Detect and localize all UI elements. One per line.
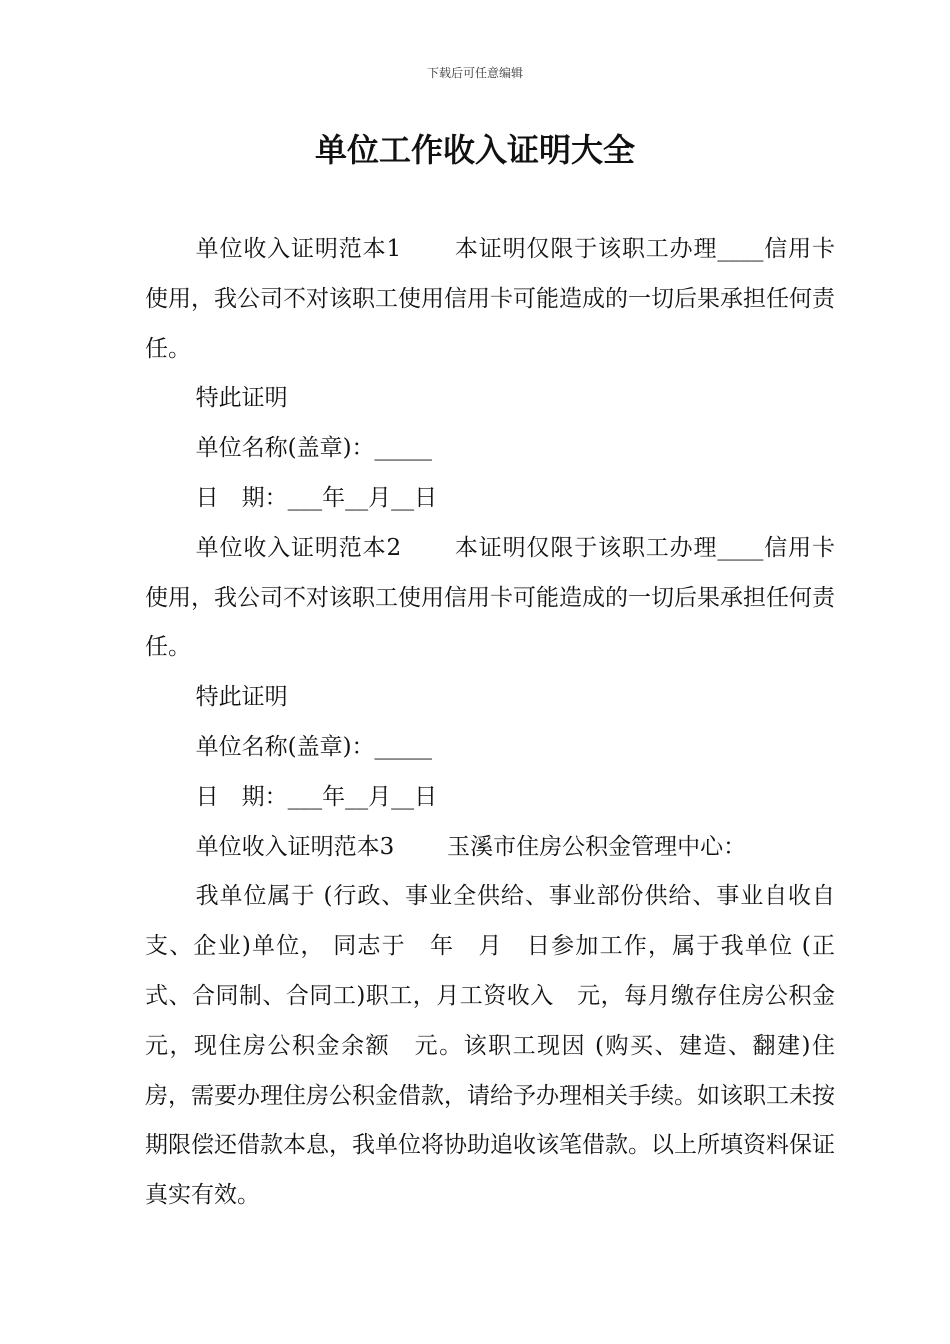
sample-1-heading: 单位收入证明范本1 xyxy=(195,236,402,262)
paragraph-certify-1: 特此证明 xyxy=(195,385,288,412)
sample-2-text: 本证明仅限于该职工办理____信用卡使用，我公司不对该职工使用信用卡可能造成的一切后果承担任何责任。 xyxy=(145,534,835,661)
paragraph-sample-2 xyxy=(145,524,835,673)
paragraph-unit-name-1: 单位名称(盖章)：_____ xyxy=(195,435,433,462)
paragraph-sample-3-body: 我单位属于 (行政、事业全供给、事业部份供给、事业自收自支、企业)单位， 同志于 年 月 日参加工作，属于我单位 (正式、合同制、合同工)职工，月工资收入 元，每月缴存住房公积金 元，现住房公积金余额 元。该职工现因 (购买、建造、翻建)住房，需要办理住房公积金借款，请给予办理相关手续。如该职工未按期限偿还借款本息，我单位将协助追收该笔借款。以上所填资料保证真实有效。 xyxy=(145,883,858,1209)
paragraph-sample-1 xyxy=(145,225,835,374)
document-title: 单位工作收入证明大全 xyxy=(314,131,635,169)
paragraph-date-2: 日 期：___年__月__日 xyxy=(195,783,438,810)
sample-2-heading: 单位收入证明范本2 xyxy=(195,534,402,561)
sample-3-addressee: 玉溪市住房公积金管理中心： xyxy=(447,833,747,860)
page-header-note: 下载后可任意编辑 xyxy=(426,66,523,80)
paragraph-certify-2: 特此证明 xyxy=(195,684,288,711)
document-body xyxy=(145,225,858,1221)
paragraph-unit-name-2: 单位名称(盖章)：_____ xyxy=(195,733,433,760)
paragraph-date-1: 日 期：___年__月__日 xyxy=(195,484,438,511)
sample-3-heading: 单位收入证明范本3 xyxy=(195,833,395,860)
paragraph-sample-3 xyxy=(145,823,835,873)
sample-1-text: 本证明仅限于该职工办理____信用卡使用，我公司不对该职工使用信用卡可能造成的一切后果承担任何责任。 xyxy=(145,236,835,362)
